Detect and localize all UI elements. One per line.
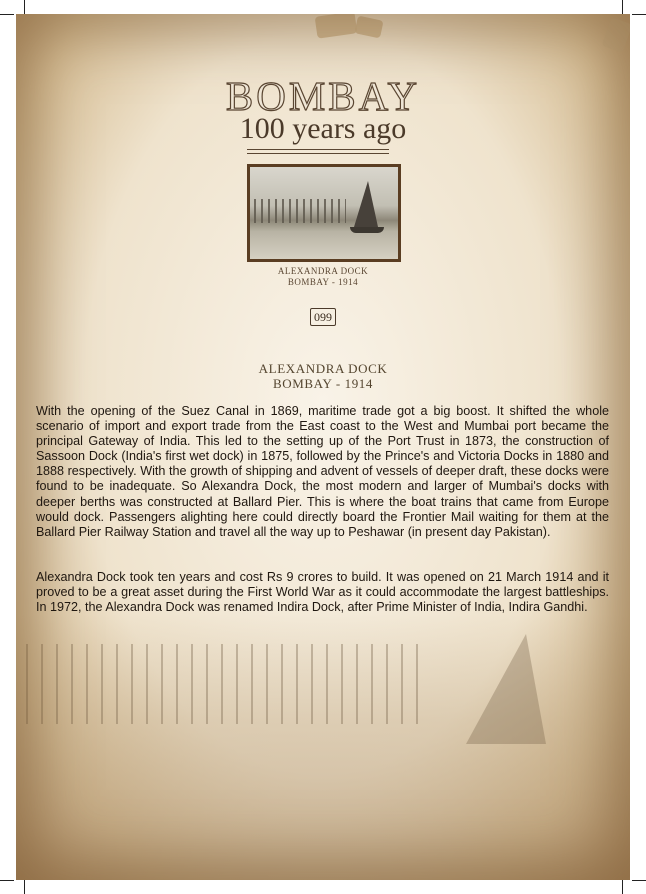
torn-paper-edge — [315, 14, 358, 39]
article-paragraph-2: Alexandra Dock took ten years and cost Rs 9 crores to build. It was opened on 21 March 1914 and it proved to be a great asset during the First World War as it could accommodate the largest battleships. In 1972, the Alexandra Dock was renamed Indira Dock, after Prime Minister of India, Indira Gandhi. — [36, 570, 609, 615]
torn-paper-edge — [354, 15, 383, 38]
boat-hull — [350, 227, 384, 233]
article-paragraph-1: With the opening of the Suez Canal in 1869, maritime trade got a big boost. It shifted the whole scenario of import and export trade from the East coast to the West and Mumbai port became the principal Gateway of India. This led to the setting up of the Port Trust in 1873, the construction of Sassoon Dock (India's first wet dock) in 1875, followed by the Prince's and Victoria Docks in 1880 and 1888 respectively. With the growth of shipping and advent of vessels of deeper draft, these docks were found to be inadequate. So Alexandra Dock, the most modern and larger of Mumbai's docks with deeper berths was constructed at Ballard Pier. This is where the boat trains that came from Europe would dock. Passengers alighting here could directly board the Frontier Mail waiting for them at the Ballard Pier Railway Station and travel all the way up to Peshawar (in present day Pakistan). — [36, 404, 609, 539]
crop-mark — [0, 14, 14, 15]
crop-mark — [0, 880, 14, 881]
crop-mark — [622, 0, 623, 14]
crop-mark — [632, 14, 646, 15]
sailboat-icon — [354, 181, 378, 227]
harbour-background-illustration — [16, 614, 630, 880]
ships-silhouette — [254, 199, 346, 223]
photo-caption-line1: ALEXANDRA DOCK — [277, 266, 369, 276]
crop-mark — [622, 880, 623, 894]
sailboat-silhouette — [466, 634, 546, 744]
crop-mark — [632, 880, 646, 881]
ship-masts-silhouette — [26, 644, 426, 724]
article-heading-line1: ALEXANDRA DOCK — [258, 361, 388, 376]
masthead-title: BOMBAY — [225, 73, 421, 119]
crop-mark — [24, 880, 25, 894]
aged-paper-page — [16, 14, 630, 880]
historic-photo-alexandra-dock — [247, 164, 401, 262]
photo-caption-line2: BOMBAY - 1914 — [287, 277, 359, 287]
subtitle-rule — [247, 149, 389, 150]
subtitle-rule — [247, 153, 389, 154]
crop-mark — [24, 0, 25, 14]
torn-paper-edge — [602, 17, 630, 53]
masthead-subtitle: 100 years ago — [239, 112, 407, 145]
page-number-badge: 099 — [310, 308, 336, 326]
article-heading-line2: BOMBAY - 1914 — [272, 376, 374, 391]
